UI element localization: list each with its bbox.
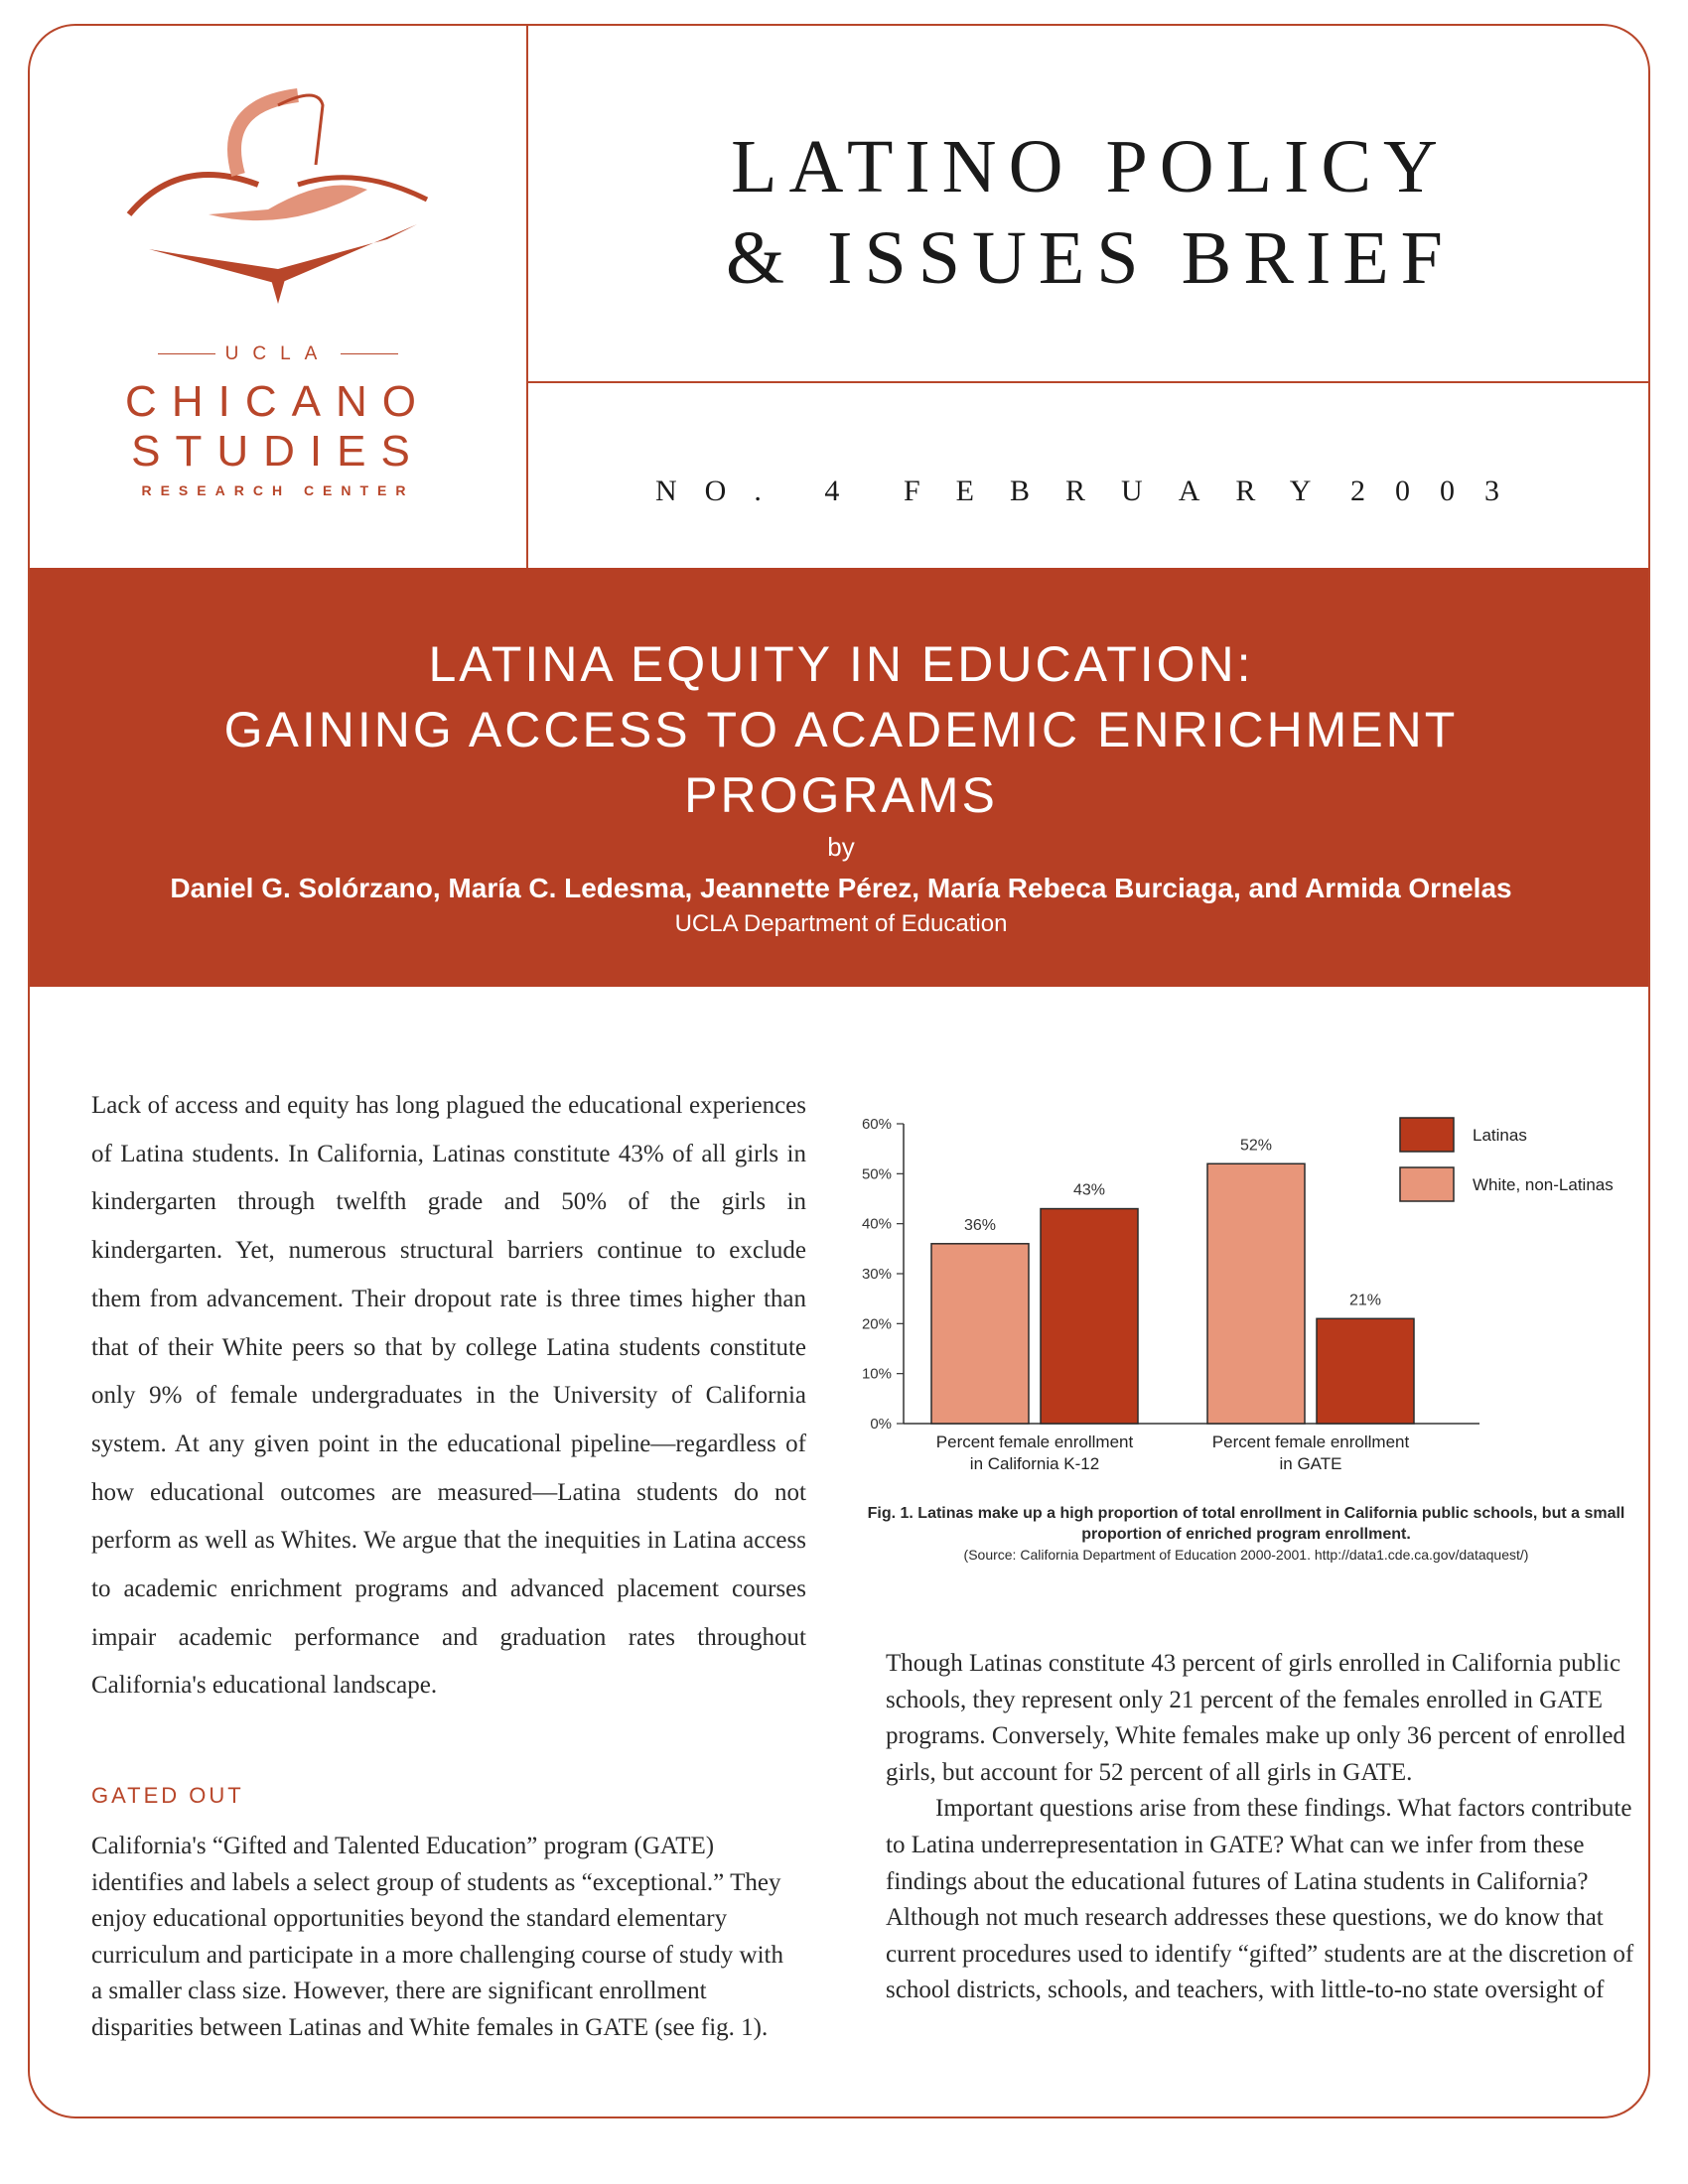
- x-category-label: Percent female enrollment: [1211, 1433, 1410, 1451]
- issue-number: NO. 4: [655, 475, 868, 507]
- bar-data-label: 52%: [1239, 1137, 1273, 1155]
- issue-month: FEBRUARY: [904, 475, 1347, 507]
- x-category-label: Percent female enrollment: [935, 1433, 1134, 1451]
- right-paragraph-1: Though Latinas constitute 43 percent of girls enrolled in California public schools, they represent only 21 percent of the females enrolled in GATE programs. Conversely, White females make up only 36 percent of enrolled girls, but account for 52 percent of all girls in GATE.: [886, 1650, 1625, 1786]
- right-paragraph-2: Important questions arise from these findings. What factors contribute to Latina underrepresentation in GATE? What can we infer from these findings about the educational futures of Latina students in California? Although not much research addresses these questions, we do know that current procedures used to identify “gifted” students are at the discretion of school districts, schools, and teachers, with little-to-no state oversight of: [886, 1795, 1634, 2004]
- x-category-label: in California K-12: [969, 1454, 1100, 1473]
- chart-bar: [1041, 1209, 1138, 1424]
- header-divider-horizontal: [528, 381, 1650, 383]
- article-title: [30, 631, 1650, 828]
- org-name-line2: STUDIES: [131, 427, 425, 476]
- enrollment-bar-chart: [854, 1090, 1648, 1487]
- y-tick-label: 30%: [861, 1266, 892, 1283]
- caption-main: Fig. 1. Latinas make up a high proportion of total enrollment in California public schools, but a small proportion of enriched program enrollment.: [867, 1505, 1625, 1543]
- legend-swatch: [1400, 1118, 1454, 1152]
- article-title-line1: LATINA EQUITY IN EDUCATION:: [428, 636, 1254, 692]
- y-tick-label: 60%: [861, 1116, 892, 1133]
- issue-year: 2003: [1350, 475, 1529, 507]
- brief-title-line1: LATINO POLICY: [731, 125, 1450, 208]
- chart-bar: [1317, 1318, 1414, 1424]
- y-tick-label: 50%: [861, 1165, 892, 1183]
- org-name-line1: CHICANO: [125, 377, 431, 426]
- org-name: [89, 377, 467, 477]
- y-tick-label: 40%: [861, 1215, 892, 1233]
- legend-label: White, non-Latinas: [1473, 1175, 1614, 1194]
- legend-swatch: [1400, 1167, 1454, 1201]
- caption-source: (Source: California Department of Education 2000-2001. http://data1.cde.ca.gov/dataquest/): [963, 1547, 1529, 1563]
- article-title-line2: GAINING ACCESS TO ACADEMIC ENRICHMENT: [223, 702, 1459, 757]
- brief-title: [528, 121, 1650, 304]
- bar-data-label: 21%: [1348, 1292, 1382, 1309]
- org-subtitle: RESEARCH CENTER: [141, 482, 415, 498]
- y-tick-label: 10%: [861, 1365, 892, 1383]
- title-banner: [30, 568, 1650, 987]
- byline-by: by: [827, 832, 855, 862]
- y-tick-label: 20%: [861, 1315, 892, 1333]
- legend-label: Latinas: [1473, 1126, 1527, 1145]
- page-frame: [28, 24, 1650, 2118]
- intro-paragraph: Lack of access and equity has long plagued the educational experiences of Latina students. In California, Latinas constitute 43% of all girls in kindergarten through twelfth grade and 50% of the girls in kindergarten. Yet, numerous structural barriers continue to exclude them from advancement. Their dropout rate is three times higher than that of their White peers so that by college Latina students constitute only 9% of female undergraduates in the University of California system. At any given point in the educational pipeline—regardless of how educational outcomes are measured—Latina students do not perform as well as Whites. We argue that the inequities in Latina access to academic enrichment programs and advanced placement courses impair academic performance and graduation rates throughout California's educational landscape.: [91, 1092, 806, 1700]
- bar-data-label: 36%: [963, 1216, 997, 1234]
- brief-title-line2: & ISSUES BRIEF: [726, 216, 1455, 300]
- x-category-label: in GATE: [1279, 1454, 1342, 1473]
- right-column: [886, 1646, 1640, 2009]
- chart-bar: [931, 1244, 1029, 1424]
- bar-data-label: 43%: [1072, 1181, 1106, 1199]
- left-column: [91, 1082, 806, 1710]
- ucla-chicano-studies-logo: [89, 66, 467, 304]
- figure-caption: [864, 1503, 1628, 1566]
- org-ucla: UCLA: [89, 343, 467, 365]
- article-title-line3: PROGRAMS: [684, 767, 998, 823]
- section-heading: GATED OUT: [91, 1783, 244, 1808]
- authors: Daniel G. Solórzano, María C. Ledesma, Jeannette Pérez, María Rebeca Burciaga, and Armida Ornelas: [170, 873, 1512, 903]
- y-tick-label: 0%: [870, 1416, 892, 1433]
- department: UCLA Department of Education: [674, 910, 1008, 937]
- gated-paragraph: California's “Gifted and Talented Education” program (GATE) identifies and labels a select group of students as “exceptional.” They enjoy educational opportunities beyond the standard elementary curriculum and participate in a more challenging course of study with a smaller class size. However, there are significant enrollment disparities between Latinas and White females in GATE (see fig. 1).: [91, 1833, 783, 2041]
- chart-bar: [1207, 1163, 1305, 1424]
